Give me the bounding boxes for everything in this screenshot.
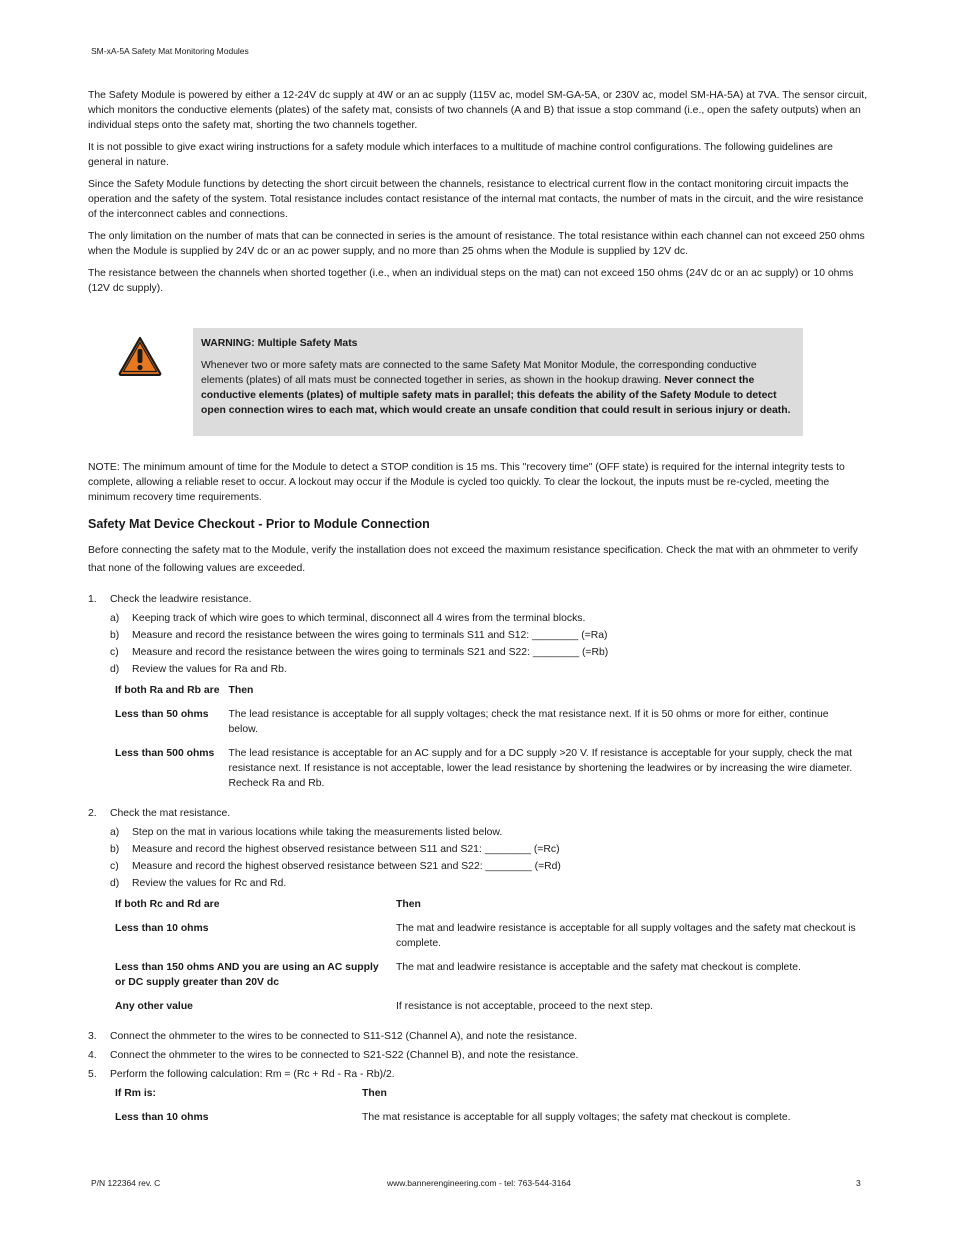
substep [110,645,868,660]
substep-letter: b) [110,630,120,641]
step-4 [88,1048,868,1063]
step-3 [88,1029,868,1044]
step-text: Check the mat resistance. [110,808,231,819]
step-number: 4. [88,1050,97,1061]
substep-letter: a) [110,827,120,838]
table-row [115,707,859,746]
footer-contact: www.bannerengineering.com - tel: 763-544-3164 [387,1178,571,1188]
substep [110,628,868,643]
table-row [115,1110,791,1134]
step-1 [88,592,868,677]
step-number: 1. [88,594,97,605]
substep-text: Review the values for Ra and Rb. [132,664,287,675]
substep-letter: d) [110,878,120,889]
table-condition-cell: Any other value [115,1001,193,1012]
page-content [88,88,868,1140]
table-result-cell: The mat and leadwire resistance is acceptable for all supply voltages and the safety mat checkout is complete. [396,923,856,949]
checkout-steps [88,806,868,891]
table-header-row [115,897,856,921]
table-header-cell: If Rm is: [115,1088,156,1099]
table-row [115,921,856,960]
table-result-cell: The mat and leadwire resistance is acceptable and the safety mat checkout is complete. [396,962,801,973]
table-header-cell: Then [228,685,254,696]
table-result-cell: If resistance is not acceptable, proceed to the next step. [396,1001,654,1012]
rm-resistance-table [115,1086,791,1134]
table-result-cell: The lead resistance is acceptable for all supply voltages; check the mat resistance next. If it is 50 ohms or more for either, continue below. [228,709,829,735]
checkout-steps [88,1029,868,1082]
step-number: 3. [88,1031,97,1042]
warning-title: WARNING: Multiple Safety Mats [201,338,358,349]
table-header-cell: If both Rc and Rd are [115,899,220,910]
mat-resistance-table [115,897,856,1023]
substeps [110,611,868,677]
substep-text: Keeping track of which wire goes to which terminal, disconnect all 4 wires from the terminal blocks. [132,613,586,624]
intro-paragraph: Since the Safety Module functions by detecting the short circuit between the channels, resistance to electrical current flow in the contact monitoring circuit impacts the operation and the safety of the system. Total resistance includes contact resistance of the internal mat contacts, the number of mats in the circuit, and the wire resistance of the interconnect cables and connections. [88,179,864,220]
intro-paragraph: It is not possible to give exact wiring instructions for a safety module which interfaces to a multitude of machine control configurations. The following guidelines are general in nature. [88,142,833,168]
substep-letter: c) [110,647,119,658]
footer-part-number: P/N 122364 rev. C [91,1178,161,1188]
table-header-cell: Then [362,1088,387,1099]
table-row [115,746,859,800]
warning-text: Whenever two or more safety mats are connected to the same Safety Mat Monitor Module, the corresponding conductive elements (plates) of all mats must be connected together in series, as shown in the hookup drawing. [201,360,757,386]
table-condition-cell: Less than 10 ohms [115,1112,209,1123]
intro-paragraph: The resistance between the channels when shorted together (i.e., when an individual steps on the mat) can not exceed 150 ohms (24V dc or an ac supply) or 10 ohms (12V dc supply). [88,268,854,294]
table-header-cell: Then [396,899,421,910]
table-condition-cell: Less than 10 ohms [115,923,209,934]
section-heading: Safety Mat Device Checkout - Prior to Module Connection [88,517,430,531]
substep-text: Review the values for Rc and Rd. [132,878,287,889]
intro-paragraph: The Safety Module is powered by either a 12-24V dc supply at 4W or an ac supply (115V ac, model SM-GA-5A, or 230V ac, model SM-HA-5A) at 7VA. The sensor circuit, which monitors the conductive elements (plates) of the safety mat, consists of two channels (A and B) that issue a stop command (i.e., open the safety outputs) when an individual steps onto the safety mat, shorting the two channels together. [88,90,868,131]
table-row [115,999,856,1023]
substep [110,662,868,677]
substep [110,825,868,840]
step-number: 5. [88,1069,97,1080]
substep [110,842,868,857]
substep [110,859,868,874]
substep-letter: b) [110,844,120,855]
substep-letter: d) [110,664,120,675]
substep-text: Measure and record the highest observed resistance between S21 and S22: ________ (=Rd) [132,861,561,872]
checkout-steps [88,592,868,677]
table-row [115,960,856,999]
intro-paragraph: The only limitation on the number of mats that can be connected in series is the amount of resistance. The total resistance within each channel can not exceed 250 ohms when the Module is supplied by 24V dc or an ac power supply, and no more than 25 ohms when the Module is supplied by 12V dc. [88,231,865,257]
substep-letter: a) [110,613,120,624]
substep-text: Measure and record the resistance between the wires going to terminals S11 and S12: ________ (=Ra) [132,630,608,641]
step-text: Connect the ohmmeter to the wires to be connected to S11-S12 (Channel A), and note the resistance. [110,1031,578,1042]
page-header: SM-xA-5A Safety Mat Monitoring Modules [91,46,249,56]
table-condition-cell: Less than 150 ohms AND you are using an AC supply or DC supply greater than 20V dc [115,962,379,988]
warning-triangle-icon [118,336,162,376]
substep-text: Measure and record the resistance between the wires going to terminals S21 and S22: ________ (=Rb) [132,647,609,658]
step-text: Check the leadwire resistance. [110,594,252,605]
warning-body [201,358,795,418]
step-text: Connect the ohmmeter to the wires to be connected to S21-S22 (Channel B), and note the resistance. [110,1050,579,1061]
step-2 [88,806,868,891]
warning-callout [88,328,868,460]
table-header-row [115,683,859,707]
footer-page-number: 3 [856,1178,861,1188]
step-number: 2. [88,808,97,819]
step-5 [88,1067,868,1082]
table-condition-cell: Less than 50 ohms [115,709,209,720]
warning-bold-text: Never connect the conductive elements (plates) of multiple safety mats in parallel; this defeats the ability of the Safety Module to detect open connection wires to each mat, which would create an unsafe condition that could result in serious injury or death. [201,375,791,416]
step-text: Perform the following calculation: Rm = (Rc + Rd - Ra - Rb)/2. [110,1069,395,1080]
substep [110,611,868,626]
substeps [110,825,868,891]
table-condition-cell: Less than 500 ohms [115,748,215,759]
substep-text: Measure and record the highest observed resistance between S11 and S21: ________ (=Rc) [132,844,560,855]
table-header-cell: If both Ra and Rb are [115,685,220,696]
substep-letter: c) [110,861,119,872]
note-paragraph: NOTE: The minimum amount of time for the Module to detect a STOP condition is 15 ms. This "recovery time" (OFF state) is required for the internal integrity tests to complete, allowing a reliable reset to occur. A lockout may occur if the Module is cycled too quickly. To clear the lockout, the inputs must be re-cycled, meeting the minimum recovery time requirements. [88,462,845,503]
leadwire-resistance-table [115,683,859,800]
table-result-cell: The mat resistance is acceptable for all supply voltages; the safety mat checkout is complete. [362,1112,791,1123]
warning-box [193,328,803,436]
substep-text: Step on the mat in various locations while taking the measurements listed below. [132,827,503,838]
table-header-row [115,1086,791,1110]
table-result-cell: The lead resistance is acceptable for an AC supply and for a DC supply >20 V. If resistance is acceptable for your supply, check the mat resistance next. If resistance is not acceptable, lower the lead resistance by shortening the leadwires or by increasing the wire diameter. Recheck Ra and Rb. [228,748,853,789]
section-intro: Before connecting the safety mat to the Module, verify the installation does not exceed the maximum resistance specification. Check the mat with an ohmmeter to verify that none of the following values are exceeded. [88,545,858,574]
substep [110,876,868,891]
